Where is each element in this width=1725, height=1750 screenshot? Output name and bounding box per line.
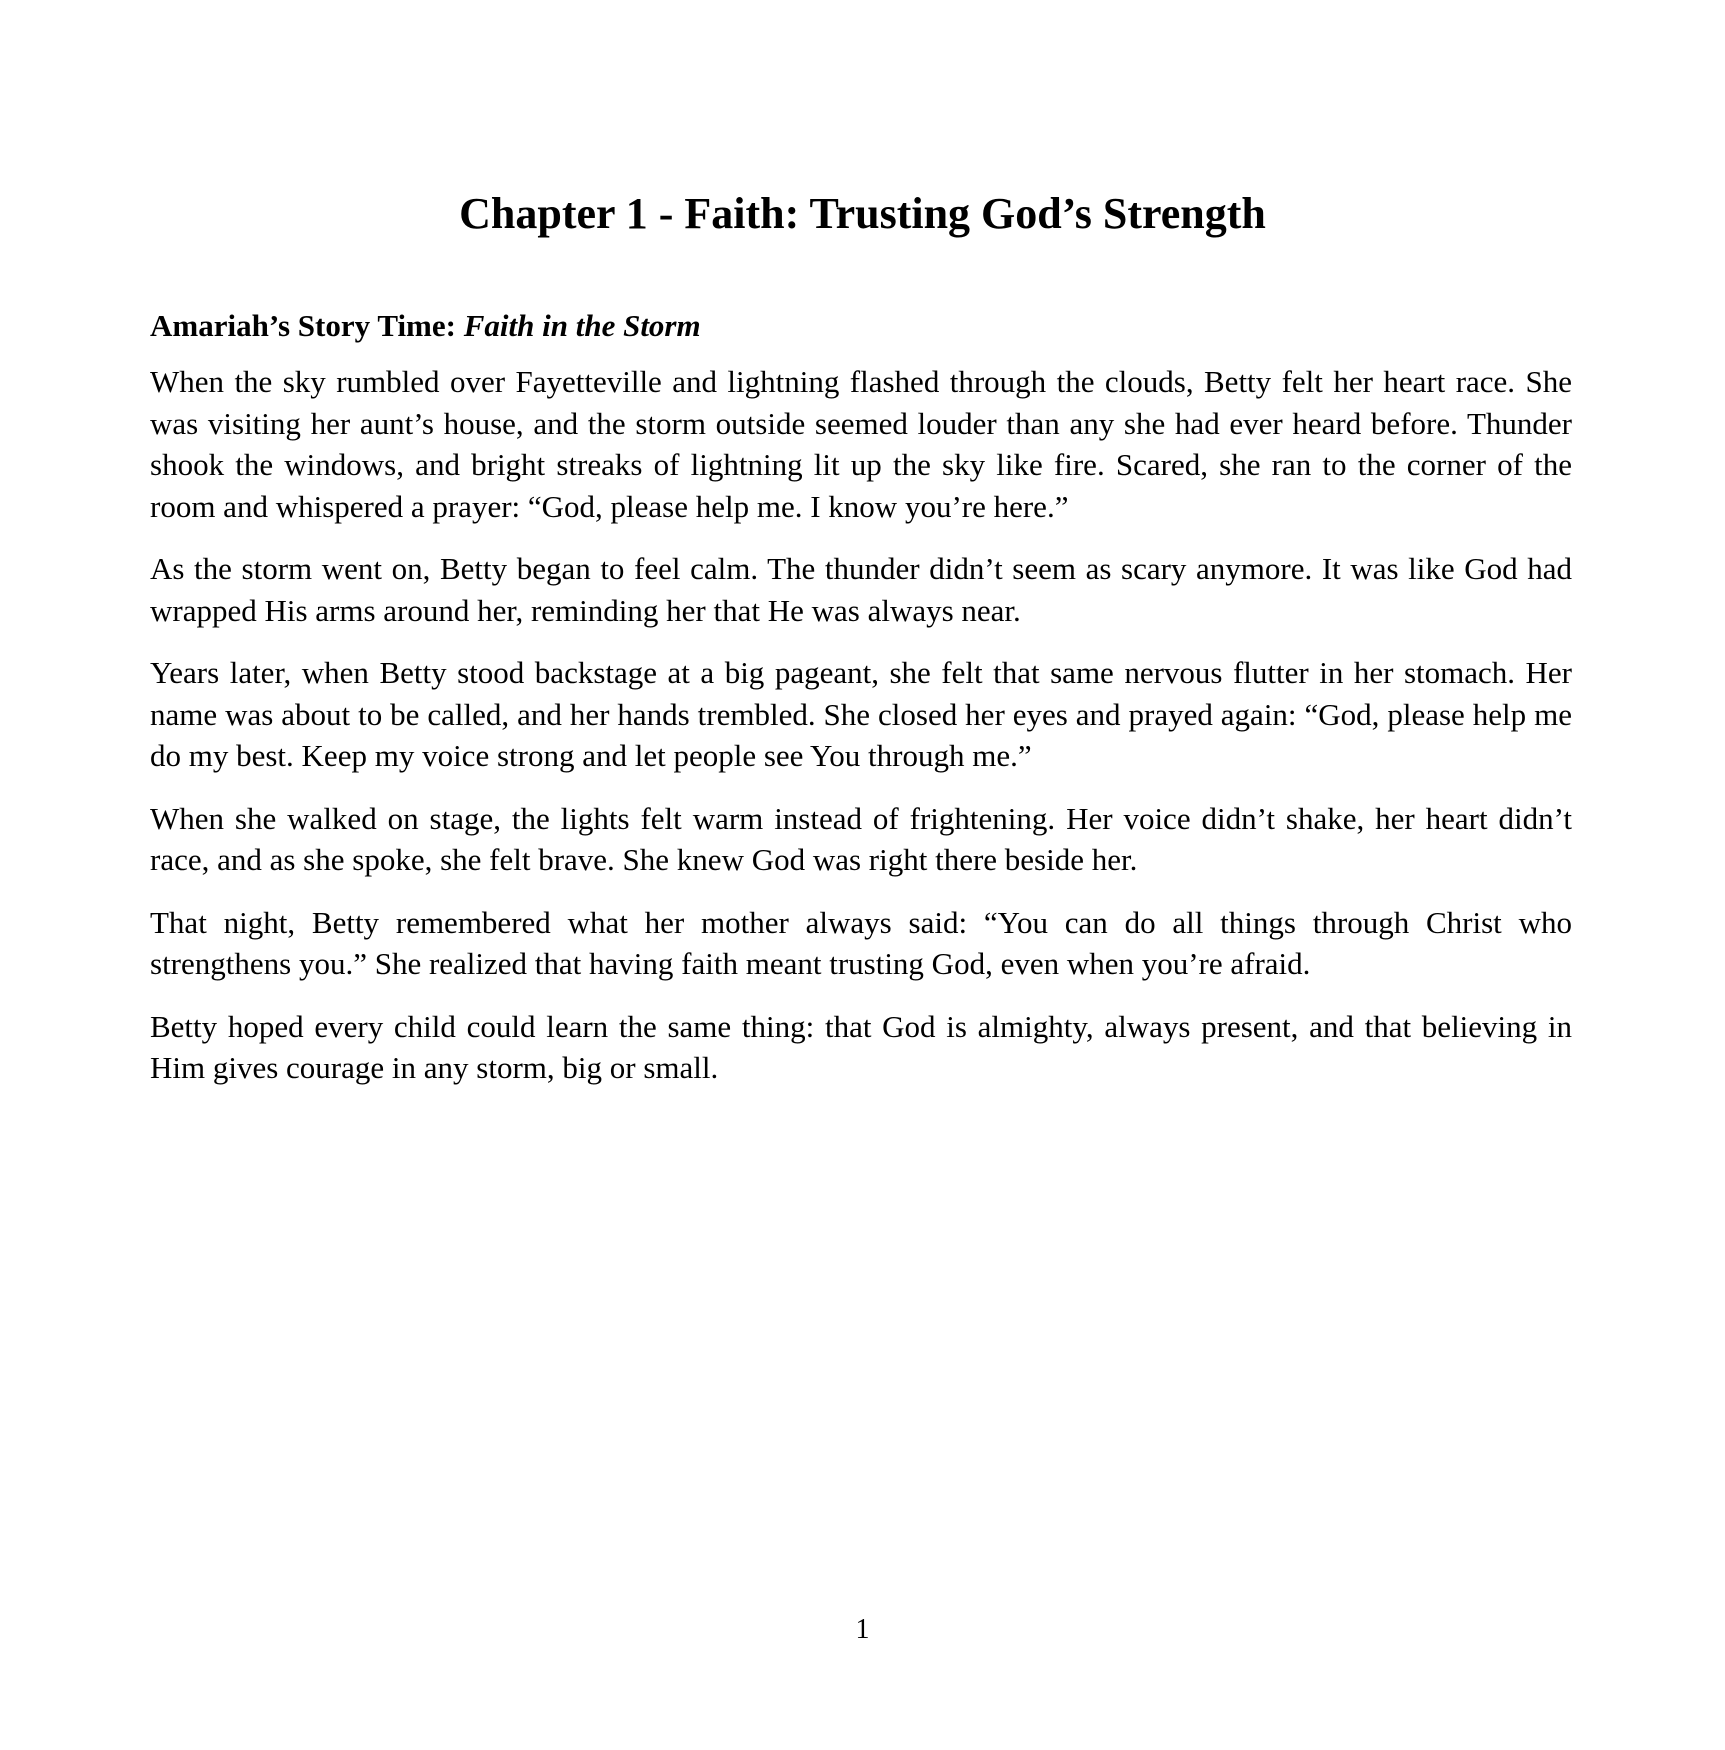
chapter-title: Chapter 1 - Faith: Trusting God’s Strength	[459, 189, 1266, 238]
paragraph-that-night: That night, Betty remembered what her mother always said: “You can do all things through Christ who strengthens you.” She realized that having faith meant trusting God, even when you’re afraid.	[150, 904, 1572, 981]
paragraph-on-stage: When she walked on stage, the lights felt warm instead of frightening. Her voice didn’t shake, her heart didn’t race, and as she spoke, she felt brave. She knew God was right there beside her.	[150, 800, 1572, 877]
section-heading-prefix: Amariah’s Story Time:	[150, 308, 464, 343]
page-number: 1	[855, 1614, 870, 1645]
section-heading	[150, 305, 1572, 347]
paragraph-hope: Betty hoped every child could learn the same thing: that God is almighty, always present, and that believing in Him gives courage in any storm, big or small.	[150, 1008, 1572, 1085]
paragraph-calm: As the storm went on, Betty began to feel calm. The thunder didn’t seem as scary anymore. It was like God had wrapped His arms around her, reminding her that He was always near.	[150, 551, 1572, 628]
chapter-body	[150, 305, 1572, 1110]
paragraph-storm-begins: When the sky rumbled over Fayetteville and lightning flashed through the clouds, Betty felt her heart race. She was visiting her aunt’s house, and the storm outside seemed louder than any she had ever heard before. Thunder shook the windows, and bright streaks of lightning lit up the sky like fire. Scared, she ran to the corner of the room and whispered a prayer: “God, please help me. I know you’re here.”	[150, 364, 1572, 524]
section-heading-title: Faith in the Storm	[463, 308, 701, 343]
paragraph-pageant: Years later, when Betty stood backstage at a big pageant, she felt that same nervous flutter in her stomach. Her name was about to be called, and her hands trembled. She closed her eyes and prayed again: “God, please help me do my best. Keep my voice strong and let people see You through me.”	[150, 655, 1572, 773]
